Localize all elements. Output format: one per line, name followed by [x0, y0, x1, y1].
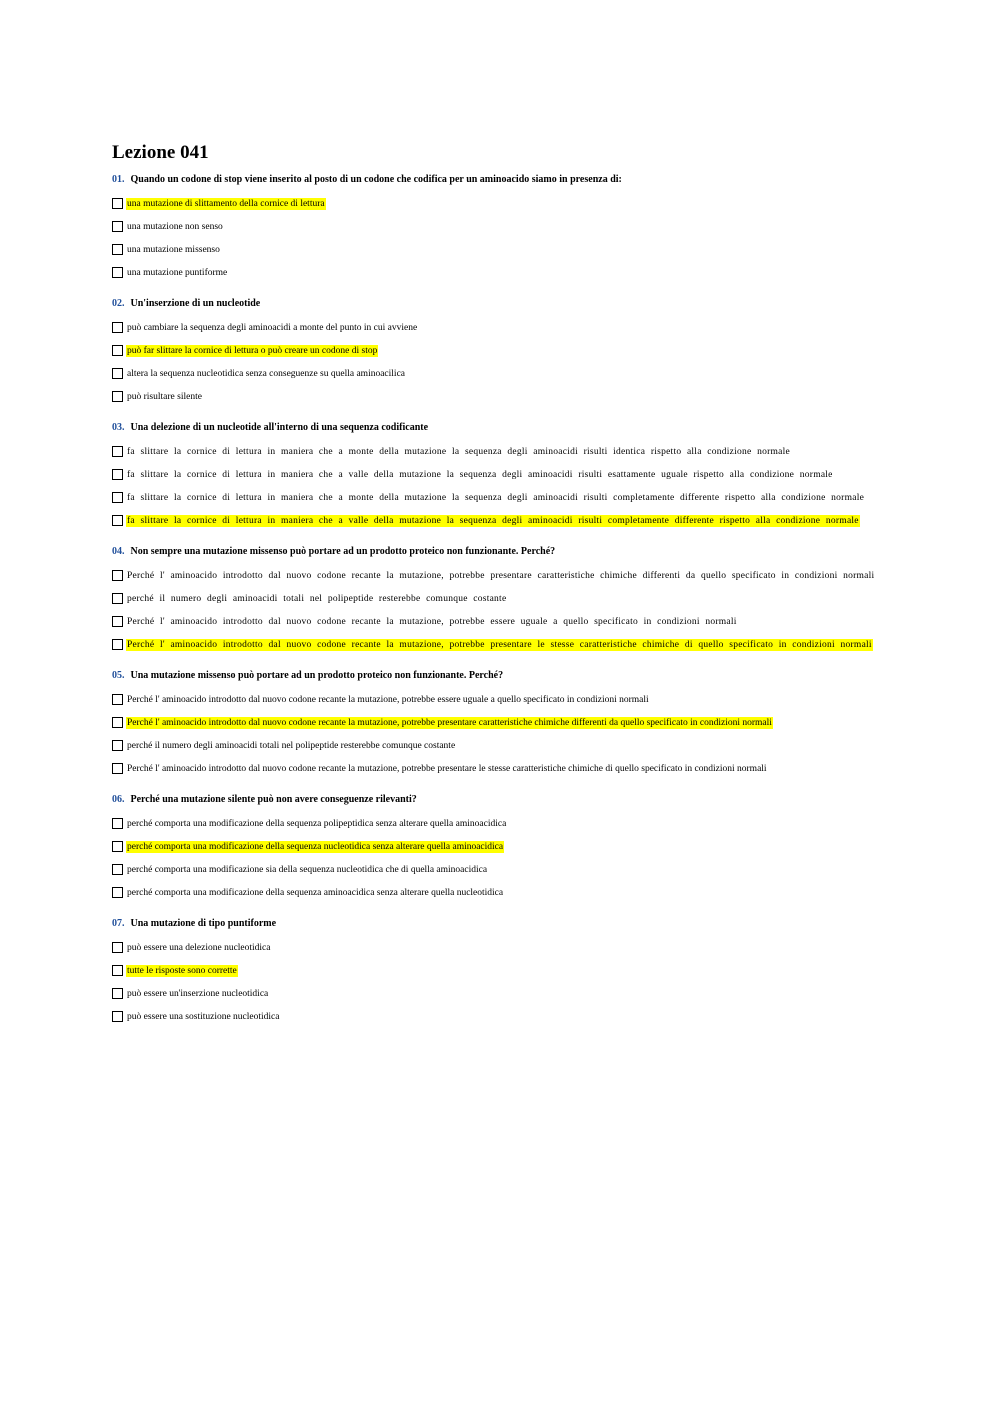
answer-checkbox[interactable] [112, 740, 123, 751]
answer-checkbox[interactable] [112, 1011, 123, 1022]
answer-checkbox[interactable] [112, 267, 123, 278]
answer-checkbox[interactable] [112, 965, 123, 976]
answer-checkbox[interactable] [112, 864, 123, 875]
answer-text: Perché l' aminoacido introdotto dal nuovo codone recante la mutazione, potrebbe presentare caratteristiche chimiche differenti da quello specificato in condizioni normali [127, 570, 875, 581]
answer-checkbox[interactable] [112, 322, 123, 333]
answer-text-highlighted: tutte le risposte sono corrette [127, 965, 237, 976]
question-2 [112, 298, 892, 408]
question-heading [112, 794, 892, 806]
answer-checkbox[interactable] [112, 570, 123, 581]
answer-checkbox[interactable] [112, 345, 123, 356]
answer-checkbox[interactable] [112, 616, 123, 627]
question-text: Una delezione di un nucleotide all'interno di una sequenza codificante [130, 422, 429, 433]
answer-text: Perché l' aminoacido introdotto dal nuovo codone recante la mutazione, potrebbe essere uguale a quello specificato in condizioni normali [127, 694, 649, 705]
answer-text: perché comporta una modificazione sia della sequenza nucleotidica che di quella aminoacidica [127, 864, 488, 875]
answer-option[interactable] [112, 757, 892, 780]
answer-option[interactable] [112, 261, 892, 284]
question-text: Una mutazione di tipo puntiforme [130, 918, 277, 929]
answer-option[interactable] [112, 688, 892, 711]
answer-text: una mutazione missenso [127, 244, 220, 255]
answer-option[interactable] [112, 1005, 892, 1028]
question-7 [112, 918, 892, 1028]
answer-option[interactable] [112, 440, 892, 463]
question-6 [112, 794, 892, 904]
question-text: Quando un codone di stop viene inserito al posto di un codone che codifica per un aminoacido siamo in presenza di: [130, 174, 622, 185]
answer-text-highlighted: fa slittare la cornice di lettura in maniera che a valle della mutazione la sequenza degli aminoacidi risulti completamente differente rispetto alla condizione normale [127, 515, 859, 526]
question-number: 03. [112, 422, 125, 433]
answer-checkbox[interactable] [112, 763, 123, 774]
question-text: Perché una mutazione silente può non avere conseguenze rilevanti? [130, 794, 417, 805]
answer-option[interactable] [112, 564, 892, 587]
answer-text: può risultare silente [127, 391, 202, 402]
question-text: Un'inserzione di un nucleotide [130, 298, 261, 309]
question-list [112, 174, 892, 1028]
answer-text: può cambiare la sequenza degli aminoacidi a monte del punto in cui avviene [127, 322, 418, 333]
page-title: Lezione 041 [112, 142, 209, 163]
answer-option[interactable] [112, 982, 892, 1005]
question-heading [112, 546, 892, 558]
answer-text: perché il numero degli aminoacidi totali nel polipeptide resterebbe comunque costante [127, 593, 507, 604]
answer-option[interactable] [112, 858, 892, 881]
answer-option[interactable] [112, 316, 892, 339]
answer-option[interactable] [112, 486, 892, 509]
answer-option[interactable] [112, 385, 892, 408]
answer-option[interactable] [112, 734, 892, 757]
answer-text: Perché l' aminoacido introdotto dal nuovo codone recante la mutazione, potrebbe presentare le stesse caratteristiche chimiche di quello specificato in condizioni normali [127, 763, 767, 774]
answer-option[interactable] [112, 812, 892, 835]
answer-checkbox[interactable] [112, 446, 123, 457]
answer-text: perché comporta una modificazione della sequenza polipeptidica senza alterare quella aminoacidica [127, 818, 507, 829]
question-heading [112, 174, 892, 186]
answer-text-highlighted: perché comporta una modificazione della sequenza nucleotidica senza alterare quella aminoacidica [127, 841, 504, 852]
answer-checkbox[interactable] [112, 818, 123, 829]
question-1 [112, 174, 892, 284]
answer-text: altera la sequenza nucleotidica senza conseguenze su quella aminoacilica [127, 368, 406, 379]
question-number: 05. [112, 670, 125, 681]
answer-option[interactable] [112, 238, 892, 261]
answer-option[interactable] [112, 192, 892, 215]
question-5 [112, 670, 892, 780]
answer-text-highlighted: Perché l' aminoacido introdotto dal nuovo codone recante la mutazione, potrebbe presentare caratteristiche chimiche differenti da quello specificato in condizioni normali [127, 717, 772, 728]
answer-option[interactable] [112, 881, 892, 904]
answer-option[interactable] [112, 215, 892, 238]
answer-checkbox[interactable] [112, 469, 123, 480]
answer-checkbox[interactable] [112, 887, 123, 898]
question-number: 01. [112, 174, 125, 185]
answer-checkbox[interactable] [112, 368, 123, 379]
answer-checkbox[interactable] [112, 988, 123, 999]
answer-option[interactable] [112, 959, 892, 982]
answer-checkbox[interactable] [112, 515, 123, 526]
answer-text-highlighted: Perché l' aminoacido introdotto dal nuovo codone recante la mutazione, potrebbe presentare le stesse caratteristiche chimiche di quello specificato in condizioni normali [127, 639, 872, 650]
document-page [112, 142, 892, 1042]
answer-text: può essere una sostituzione nucleotidica [127, 1011, 280, 1022]
answer-checkbox[interactable] [112, 639, 123, 650]
question-heading [112, 670, 892, 682]
answer-text: perché il numero degli aminoacidi totali nel polipeptide resterebbe comunque costante [127, 740, 456, 751]
question-3 [112, 422, 892, 532]
question-text: Una mutazione missenso può portare ad un prodotto proteico non funzionante. Perché? [130, 670, 504, 681]
answer-text: perché comporta una modificazione della sequenza aminoacidica senza alterare quella nucleotidica [127, 887, 504, 898]
question-heading [112, 918, 892, 930]
answer-checkbox[interactable] [112, 198, 123, 209]
question-number: 02. [112, 298, 125, 309]
answer-option[interactable] [112, 339, 892, 362]
answer-option[interactable] [112, 610, 892, 633]
answer-text: può essere una delezione nucleotidica [127, 942, 271, 953]
answer-text: fa slittare la cornice di lettura in maniera che a monte della mutazione la sequenza degli aminoacidi risulti completamente differente rispetto alla condizione normale [127, 492, 865, 503]
answer-option[interactable] [112, 509, 892, 532]
answer-option[interactable] [112, 587, 892, 610]
question-number: 06. [112, 794, 125, 805]
question-number: 04. [112, 546, 125, 557]
answer-option[interactable] [112, 362, 892, 385]
question-heading [112, 298, 892, 310]
answer-option[interactable] [112, 835, 892, 858]
answer-text: una mutazione non senso [127, 221, 223, 232]
answer-text: fa slittare la cornice di lettura in maniera che a valle della mutazione la sequenza degli aminoacidi risulti esattamente uguale rispetto alla condizione normale [127, 469, 833, 480]
answer-option[interactable] [112, 711, 892, 734]
answer-text-highlighted: una mutazione di slittamento della cornice di lettura [127, 198, 325, 209]
answer-checkbox[interactable] [112, 221, 123, 232]
question-text: Non sempre una mutazione missenso può portare ad un prodotto proteico non funzionante. Perché? [130, 546, 556, 557]
question-4 [112, 546, 892, 656]
answer-text: può essere un'inserzione nucleotidica [127, 988, 269, 999]
answer-checkbox[interactable] [112, 717, 123, 728]
answer-checkbox[interactable] [112, 593, 123, 604]
answer-checkbox[interactable] [112, 244, 123, 255]
answer-text-highlighted: può far slittare la cornice di lettura o può creare un codone di stop [127, 345, 378, 356]
answer-checkbox[interactable] [112, 694, 123, 705]
question-number: 07. [112, 918, 125, 929]
answer-option[interactable] [112, 936, 892, 959]
answer-option[interactable] [112, 633, 892, 656]
answer-checkbox[interactable] [112, 492, 123, 503]
answer-text: fa slittare la cornice di lettura in maniera che a monte della mutazione la sequenza degli aminoacidi risulti identica rispetto alla condizione normale [127, 446, 790, 457]
answer-checkbox[interactable] [112, 942, 123, 953]
question-heading [112, 422, 892, 434]
answer-checkbox[interactable] [112, 841, 123, 852]
answer-checkbox[interactable] [112, 391, 123, 402]
answer-text: una mutazione puntiforme [127, 267, 228, 278]
answer-text: Perché l' aminoacido introdotto dal nuovo codone recante la mutazione, potrebbe essere uguale a quello specificato in condizioni normali [127, 616, 737, 627]
answer-option[interactable] [112, 463, 892, 486]
